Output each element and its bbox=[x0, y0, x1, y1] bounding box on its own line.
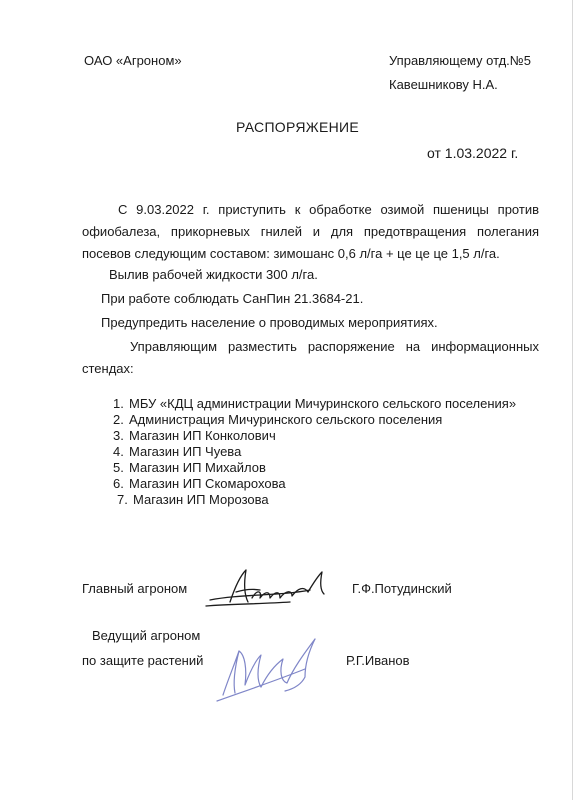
list-item bbox=[113, 396, 516, 412]
stands-instruction-paragraph: Управляющим разместить распоряжение на информационных стендах: bbox=[82, 339, 539, 376]
list-item bbox=[113, 412, 516, 428]
list-item-text: МБУ «КДЦ администрации Мичуринского сельского поселения» bbox=[129, 396, 517, 411]
treatment-paragraph: С 9.03.2022 г. приступить к обработке озимой пшеницы против офиобалеза, прикорневых гнилей и для предотвращения полегания посевов следующим составом: зимошанс 0,6 л/га + це це це 1,5 л/га. bbox=[82, 202, 539, 261]
list-item bbox=[113, 492, 516, 508]
chief-agronomist-role: Главный агроном bbox=[82, 581, 188, 596]
document-date: от 1.03.2022 г. bbox=[427, 145, 519, 161]
warning-line: Предупредить население о проводимых мероприятиях. bbox=[101, 315, 438, 330]
document-title: РАСПОРЯЖЕНИЕ bbox=[236, 119, 360, 135]
lead-agronomist-role-line-2: по защите растений bbox=[82, 653, 204, 668]
sanpin-line: При работе соблюдать СанПин 21.3684-21. bbox=[101, 291, 364, 306]
lead-agronomist-role-line-1: Ведущий агроном bbox=[92, 628, 201, 643]
lead-agronomist-name: Р.Г.Иванов bbox=[346, 653, 410, 668]
liquid-volume-line: Вылив рабочей жидкости 300 л/га. bbox=[109, 267, 318, 282]
list-item-number: 2. bbox=[113, 412, 124, 427]
list-item-text: Администрация Мичуринского сельского поселения bbox=[129, 412, 443, 427]
list-item-number: 7. bbox=[117, 492, 128, 507]
list-item-text: Магазин ИП Морозова bbox=[133, 492, 269, 507]
list-item bbox=[113, 444, 516, 460]
organization-name: ОАО «Агроном» bbox=[84, 53, 182, 68]
chief-signature-image bbox=[200, 562, 350, 612]
stands-list bbox=[113, 396, 516, 508]
recipient-line-2: Кавешникову Н.А. bbox=[389, 77, 498, 92]
list-item bbox=[113, 476, 516, 492]
scan-edge-line bbox=[572, 0, 573, 800]
list-item-number: 3. bbox=[113, 428, 124, 443]
list-item bbox=[113, 428, 516, 444]
list-item-number: 1. bbox=[113, 396, 124, 411]
lead-signature-image bbox=[205, 625, 335, 705]
list-item-text: Магазин ИП Конколович bbox=[129, 428, 276, 443]
chief-agronomist-name: Г.Ф.Потудинский bbox=[352, 581, 452, 596]
list-item-number: 5. bbox=[113, 460, 124, 475]
list-item-text: Магазин ИП Чуева bbox=[129, 444, 242, 459]
list-item-number: 6. bbox=[113, 476, 124, 491]
recipient-line-1: Управляющему отд.№5 bbox=[389, 53, 531, 68]
list-item-text: Магазин ИП Скомарохова bbox=[129, 476, 286, 491]
list-item-text: Магазин ИП Михайлов bbox=[129, 460, 266, 475]
list-item bbox=[113, 460, 516, 476]
list-item-number: 4. bbox=[113, 444, 124, 459]
